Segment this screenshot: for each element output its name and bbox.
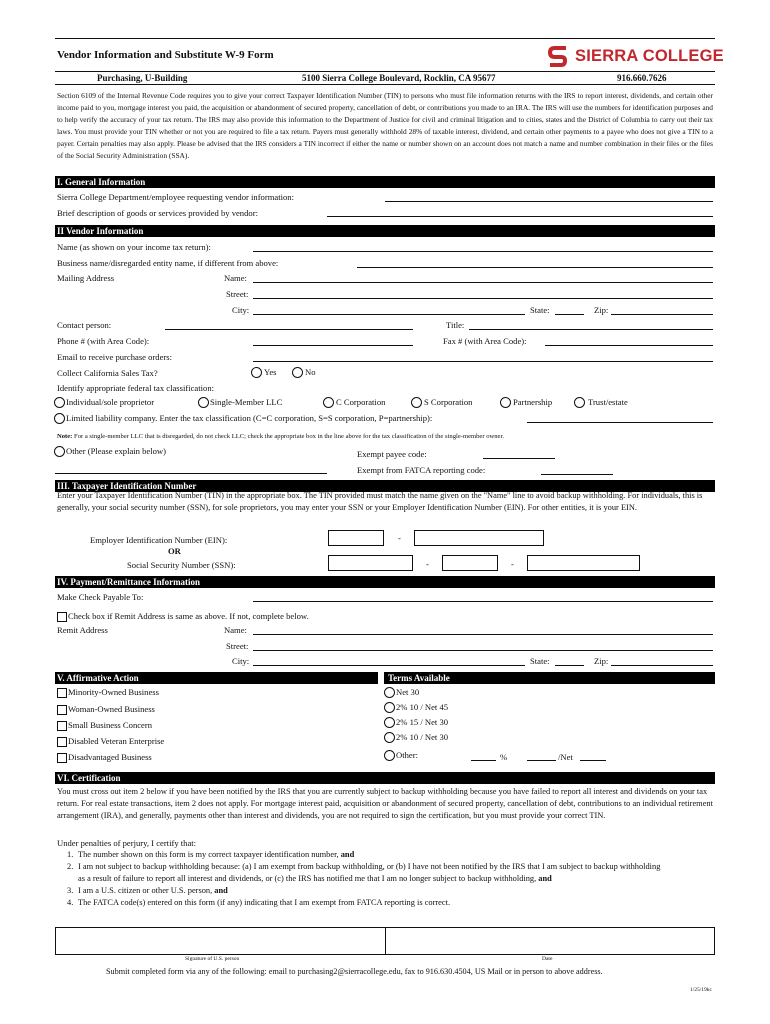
remit-state-field[interactable] bbox=[555, 665, 584, 666]
intro-paragraph: Section 6109 of the Internal Revenue Code requires you to give your correct Taxpayer Identification Number (TIN) to persons who must file information returns with the IRS to report interest, dividends, and certain other income paid to you, mortgage interest you paid, the acquisition or abandonment of secured property, cancellation of debt, or contributions you made to an IRA. The IRS will use the numbers for identification purposes and to help verify the accuracy of your tax return. The IRS may also provide this information to the Department of Justice for civil and criminal litigation and to cities, states and the District of Columbia to carry out their tax laws. You must provide your TIN whether or not you are required to file a tax return. Payers must generally withhold 28% of taxable interest, dividend, and certain other payments to a payee who does not give a TIN to a payer. Certain penalties may also apply. Please be advised that the IRS considers a TIN incorrect if either the name or number shown on an account does not match a name and number combination in their files or the files of the Social Security Administration (SSA). bbox=[57, 91, 713, 160]
subheader-rule-top bbox=[55, 71, 715, 72]
mailing-street-field[interactable] bbox=[253, 298, 713, 299]
other-classification-radio[interactable] bbox=[54, 446, 65, 457]
disabled-veteran-label: Disabled Veteran Enterprise bbox=[68, 736, 165, 746]
small-business-checkbox[interactable] bbox=[57, 721, 67, 731]
cert-item-1: 1. The number shown on this form is my correct taxpayer identification number, and bbox=[67, 850, 355, 859]
other-classification-label: Other (Please explain below) bbox=[66, 446, 166, 456]
ssn-label: Social Security Number (SSN): bbox=[127, 560, 236, 570]
percent-label: % bbox=[500, 752, 508, 762]
payable-to-field[interactable] bbox=[253, 601, 713, 602]
exempt-payee-label: Exempt payee code: bbox=[357, 449, 427, 459]
section-5-heading: V. Affirmative Action bbox=[55, 672, 378, 684]
minority-owned-checkbox[interactable] bbox=[57, 688, 67, 698]
ssn-box-1[interactable] bbox=[328, 555, 413, 571]
individual-radio[interactable] bbox=[54, 397, 65, 408]
small-business-label: Small Business Concern bbox=[68, 720, 153, 730]
llc-radio[interactable] bbox=[54, 413, 65, 424]
cert-item-3: 3. I am a U.S. citizen or other U.S. person, and bbox=[67, 886, 228, 895]
disabled-veteran-checkbox[interactable] bbox=[57, 737, 67, 747]
tin-instructions: Enter your Taxpayer Identification Number (TIN) in the appropriate box. The TIN provided must match the name given on the "Name" line to avoid backup withholding. For individuals, this is generally, your social security number (SSN), for sole proprietors, you may enter your SSN or your Employer Identification Number (EIN). For other entities, it is your EIN. bbox=[57, 491, 703, 512]
exempt-fatca-label: Exempt from FATCA reporting code: bbox=[357, 465, 486, 475]
title-field[interactable] bbox=[469, 329, 713, 330]
remit-street-label: Street: bbox=[226, 641, 249, 651]
net-label: /Net bbox=[558, 752, 573, 762]
header-rule bbox=[55, 38, 715, 39]
fax-number-field[interactable] bbox=[545, 345, 713, 346]
trust-estate-radio[interactable] bbox=[574, 397, 585, 408]
certification-list bbox=[67, 849, 667, 909]
single-member-llc-radio[interactable] bbox=[198, 397, 209, 408]
c-corporation-radio[interactable] bbox=[323, 397, 334, 408]
single-member-llc-label: Single-Member LLC bbox=[210, 397, 283, 407]
signature-label: Signature of U.S. person bbox=[185, 956, 240, 962]
dept-label: Purchasing, U-Building bbox=[97, 73, 188, 83]
disadvantaged-checkbox[interactable] bbox=[57, 753, 67, 763]
ssn-box-2[interactable] bbox=[442, 555, 498, 571]
sales-tax-yes-radio[interactable] bbox=[251, 367, 262, 378]
sales-tax-yes-label: Yes bbox=[264, 367, 277, 377]
terms-2-10-net30-radio[interactable] bbox=[384, 732, 395, 743]
business-name-label: Business name/disregarded entity name, if different from above: bbox=[57, 258, 279, 268]
mailing-zip-field[interactable] bbox=[611, 314, 713, 315]
trust-estate-label: Trust/estate bbox=[588, 397, 628, 407]
sierra-college-logo-icon bbox=[547, 44, 569, 70]
section-4-heading: IV. Payment/Remittance Information bbox=[55, 576, 715, 588]
woman-owned-checkbox[interactable] bbox=[57, 705, 67, 715]
section-2-heading: II Vendor Information bbox=[55, 225, 715, 237]
mailing-city-label: City: bbox=[232, 305, 250, 315]
logo-text: SIERRA COLLEGE bbox=[575, 47, 724, 65]
woman-owned-label: Woman-Owned Business bbox=[68, 704, 155, 714]
sales-tax-no-radio[interactable] bbox=[292, 367, 303, 378]
c-corporation-label: C Corporation bbox=[336, 397, 386, 407]
ssn-dash-1: - bbox=[426, 559, 429, 569]
mailing-address-label: Mailing Address bbox=[57, 273, 115, 283]
section-1-heading: I. General Information bbox=[55, 176, 715, 188]
disadvantaged-label: Disadvantaged Business bbox=[68, 752, 152, 762]
phone-number-field[interactable] bbox=[253, 345, 413, 346]
cert-item-2: 2. I am not subject to backup withholding because: (a) I am exempt from backup withholding, or (b) I have not been notified by the IRS that I am subject to backup withholding as a result of failure to report all interest and dividends, or (c) the IRS has notified me that I am no longer subject to backup withholding, and bbox=[67, 862, 661, 883]
sales-tax-label: Collect California Sales Tax? bbox=[57, 368, 158, 378]
note-text: For a single-member LLC that is disregarded, do not check LLC; check the appropriate box in the line above for the tax classification of the single-member owner. bbox=[72, 433, 504, 440]
individual-label: Individual/sole proprietor bbox=[66, 397, 155, 407]
ssn-dash-2: - bbox=[511, 559, 514, 569]
sales-tax-no-label: No bbox=[305, 367, 316, 377]
section-3-heading: III. Taxpayer Identification Number bbox=[55, 480, 715, 492]
contact-person-label: Contact person: bbox=[57, 320, 112, 330]
remit-street-field[interactable] bbox=[253, 650, 713, 651]
mailing-street-label: Street: bbox=[226, 289, 249, 299]
ein-box-2[interactable] bbox=[414, 530, 544, 546]
terms-2-10-net30-label: 2% 10 / Net 30 bbox=[396, 732, 449, 742]
legal-name-field[interactable] bbox=[253, 251, 713, 252]
remit-address-label: Remit Address bbox=[57, 625, 108, 635]
remit-city-field[interactable] bbox=[253, 665, 525, 666]
perjury-label: Under penalties of perjury, I certify that: bbox=[57, 838, 197, 848]
email-po-field[interactable] bbox=[253, 361, 713, 362]
mailing-name-field[interactable] bbox=[253, 282, 713, 283]
remit-name-field[interactable] bbox=[253, 634, 713, 635]
terms-2-15-net30-radio[interactable] bbox=[384, 717, 395, 728]
mailing-state-label: State: bbox=[530, 305, 550, 315]
note-bold-label: Note: bbox=[57, 433, 73, 440]
s-corporation-label: S Corporation bbox=[424, 397, 473, 407]
ssn-box-3[interactable] bbox=[527, 555, 640, 571]
section-6-heading: VI. Certification bbox=[55, 772, 715, 784]
terms-other-label: Other: bbox=[396, 750, 418, 760]
ein-box-1[interactable] bbox=[328, 530, 384, 546]
exempt-fatca-field[interactable] bbox=[541, 474, 613, 475]
terms-net30-radio[interactable] bbox=[384, 687, 395, 698]
partnership-label: Partnership bbox=[513, 397, 553, 407]
terms-2-10-net45-label: 2% 10 / Net 45 bbox=[396, 702, 449, 712]
mailing-zip-label: Zip: bbox=[594, 305, 609, 315]
fax-number-label: Fax # (with Area Code): bbox=[443, 336, 527, 346]
contact-person-field[interactable] bbox=[165, 329, 413, 330]
remit-city-label: City: bbox=[232, 656, 250, 666]
terms-other-radio[interactable] bbox=[384, 750, 395, 761]
dept-requesting-field[interactable] bbox=[385, 201, 713, 202]
mailing-state-field[interactable] bbox=[555, 314, 584, 315]
phone-label: 916.660.7626 bbox=[617, 73, 667, 83]
llc-note bbox=[57, 433, 504, 440]
mailing-name-label: Name: bbox=[224, 273, 247, 283]
terms-net30-label: Net 30 bbox=[396, 687, 420, 697]
other-explain-field[interactable] bbox=[55, 473, 327, 474]
terms-heading: Terms Available bbox=[384, 672, 715, 684]
llc-label: Limited liability company. Enter the tax classification (C=C corporation, S=S corporation, P=partnership): bbox=[66, 413, 433, 423]
terms-2-10-net45-radio[interactable] bbox=[384, 702, 395, 713]
or-label: OR bbox=[168, 546, 181, 556]
subheader-rule-bottom bbox=[55, 84, 715, 85]
ein-dash: - bbox=[398, 533, 401, 543]
mailing-city-field[interactable] bbox=[253, 314, 525, 315]
date-label: Date bbox=[542, 956, 553, 962]
remit-state-label: State: bbox=[530, 656, 550, 666]
title-label: Title: bbox=[446, 320, 465, 330]
goods-description-label: Brief description of goods or services provided by vendor: bbox=[57, 208, 258, 218]
ein-label: Employer Identification Number (EIN): bbox=[90, 535, 228, 545]
email-po-label: Email to receive purchase orders: bbox=[57, 352, 173, 362]
signature-date-divider bbox=[385, 927, 386, 955]
goods-description-field[interactable] bbox=[327, 216, 713, 217]
form-title: Vendor Information and Substitute W-9 Form bbox=[57, 49, 274, 61]
revision-code: 1/25/19kc bbox=[690, 987, 712, 993]
remit-zip-label: Zip: bbox=[594, 656, 609, 666]
remit-name-label: Name: bbox=[224, 625, 247, 635]
cert-item-4: 4. The FATCA code(s) entered on this form (if any) indicating that I am exempt from FATCA reporting is correct. bbox=[67, 898, 451, 907]
minority-owned-label: Minority-Owned Business bbox=[68, 687, 159, 697]
submit-instructions: Submit completed form via any of the following: email to purchasing2@sierracollege.edu, fax to 916.630.4504, US Mail or in person to above address. bbox=[106, 967, 603, 976]
legal-name-label: Name (as shown on your income tax return): bbox=[57, 242, 211, 252]
certification-text: You must cross out item 2 below if you have been notified by the IRS that you are currently subject to backup withholding because you have failed to report all interest and dividends on your tax return. For real estate transactions, item 2 does not apply. For mortgage interest paid, acquisition or abandonment of secured property, cancellation of debt, contributions to an individual retirement arrangement (IRA), and generally, payments other than interest and dividends, you are not required to sign the certification, but you must provide your correct TIN. bbox=[57, 787, 713, 820]
dept-requesting-label: Sierra College Department/employee requesting vendor information: bbox=[57, 192, 294, 202]
tax-classification-label: Identify appropriate federal tax classification: bbox=[57, 383, 215, 393]
business-name-field[interactable] bbox=[357, 267, 713, 268]
terms-other-percent-field[interactable] bbox=[471, 760, 496, 761]
s-corporation-radio[interactable] bbox=[411, 397, 422, 408]
terms-other-net-field[interactable] bbox=[527, 760, 556, 761]
partnership-radio[interactable] bbox=[500, 397, 511, 408]
llc-classification-field[interactable] bbox=[527, 422, 713, 423]
terms-other-net-days-field[interactable] bbox=[580, 760, 606, 761]
payable-to-label: Make Check Payable To: bbox=[57, 592, 144, 602]
terms-2-15-net30-label: 2% 15 / Net 30 bbox=[396, 717, 449, 727]
phone-number-label: Phone # (with Area Code): bbox=[57, 336, 150, 346]
remit-same-checkbox[interactable] bbox=[57, 612, 67, 622]
remit-zip-field[interactable] bbox=[611, 665, 713, 666]
address-label: 5100 Sierra College Boulevard, Rocklin, CA 95677 bbox=[302, 73, 496, 83]
remit-same-label: Check box if Remit Address is same as above. If not, complete below. bbox=[68, 611, 309, 621]
exempt-payee-field[interactable] bbox=[483, 458, 555, 459]
